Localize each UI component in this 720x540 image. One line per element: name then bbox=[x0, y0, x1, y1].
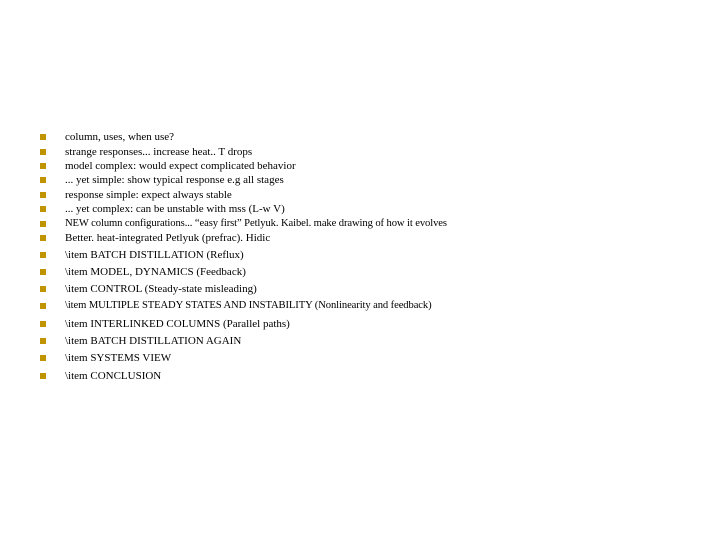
list-item bbox=[0, 265, 720, 279]
square-bullet-icon bbox=[40, 134, 46, 140]
square-bullet-icon bbox=[40, 286, 46, 292]
list-item-text: strange responses... increase heat.. T drops bbox=[65, 146, 253, 158]
list-item-text: \item INTERLINKED COLUMNS (Parallel paths) bbox=[65, 318, 290, 330]
list-item bbox=[0, 299, 720, 313]
list-item bbox=[0, 173, 720, 187]
list-item bbox=[0, 317, 720, 331]
list-item-text: \item BATCH DISTILLATION (Reflux) bbox=[65, 249, 244, 261]
list-item-text: NEW column configurations... “easy first” Petlyuk. Kaibel. make drawing of how it evolves bbox=[65, 218, 447, 229]
square-bullet-icon bbox=[40, 235, 46, 241]
list-item bbox=[0, 145, 720, 159]
list-item bbox=[0, 159, 720, 173]
square-bullet-icon bbox=[40, 192, 46, 198]
square-bullet-icon bbox=[40, 373, 46, 379]
list-item bbox=[0, 217, 720, 231]
square-bullet-icon bbox=[40, 355, 46, 361]
list-item bbox=[0, 282, 720, 296]
list-item-text: response simple: expect always stable bbox=[65, 189, 232, 201]
list-item-text: ... yet complex: can be unstable with mss (L-w V) bbox=[65, 203, 285, 215]
square-bullet-icon bbox=[40, 303, 46, 309]
list-item-text: \item SYSTEMS VIEW bbox=[65, 352, 172, 364]
list-item bbox=[0, 334, 720, 348]
list-item bbox=[0, 130, 720, 144]
list-item-text: Better. heat-integrated Petlyuk (prefrac). Hidic bbox=[65, 232, 271, 244]
square-bullet-icon bbox=[40, 177, 46, 183]
square-bullet-icon bbox=[40, 149, 46, 155]
square-bullet-icon bbox=[40, 269, 46, 275]
list-item-text: \item CONTROL (Steady-state misleading) bbox=[65, 283, 257, 295]
list-item-text: \item MULTIPLE STEADY STATES AND INSTABILITY (Nonlinearity and feedback) bbox=[65, 300, 432, 311]
list-item bbox=[0, 202, 720, 216]
list-item-text: \item MODEL, DYNAMICS (Feedback) bbox=[65, 266, 246, 278]
list-item-text: ... yet simple: show typical response e.g all stages bbox=[65, 174, 284, 186]
list-item-text: column, uses, when use? bbox=[65, 131, 175, 143]
list-item bbox=[0, 231, 720, 245]
list-item bbox=[0, 188, 720, 202]
square-bullet-icon bbox=[40, 321, 46, 327]
square-bullet-icon bbox=[40, 252, 46, 258]
list-item-text: model complex: would expect complicated behavior bbox=[65, 160, 296, 172]
list-item bbox=[0, 369, 720, 383]
list-item bbox=[0, 351, 720, 365]
square-bullet-icon bbox=[40, 221, 46, 227]
square-bullet-icon bbox=[40, 206, 46, 212]
list-item-text: \item BATCH DISTILLATION AGAIN bbox=[65, 335, 242, 347]
square-bullet-icon bbox=[40, 338, 46, 344]
list-item-text: \item CONCLUSION bbox=[65, 370, 162, 382]
list-item bbox=[0, 248, 720, 262]
square-bullet-icon bbox=[40, 163, 46, 169]
